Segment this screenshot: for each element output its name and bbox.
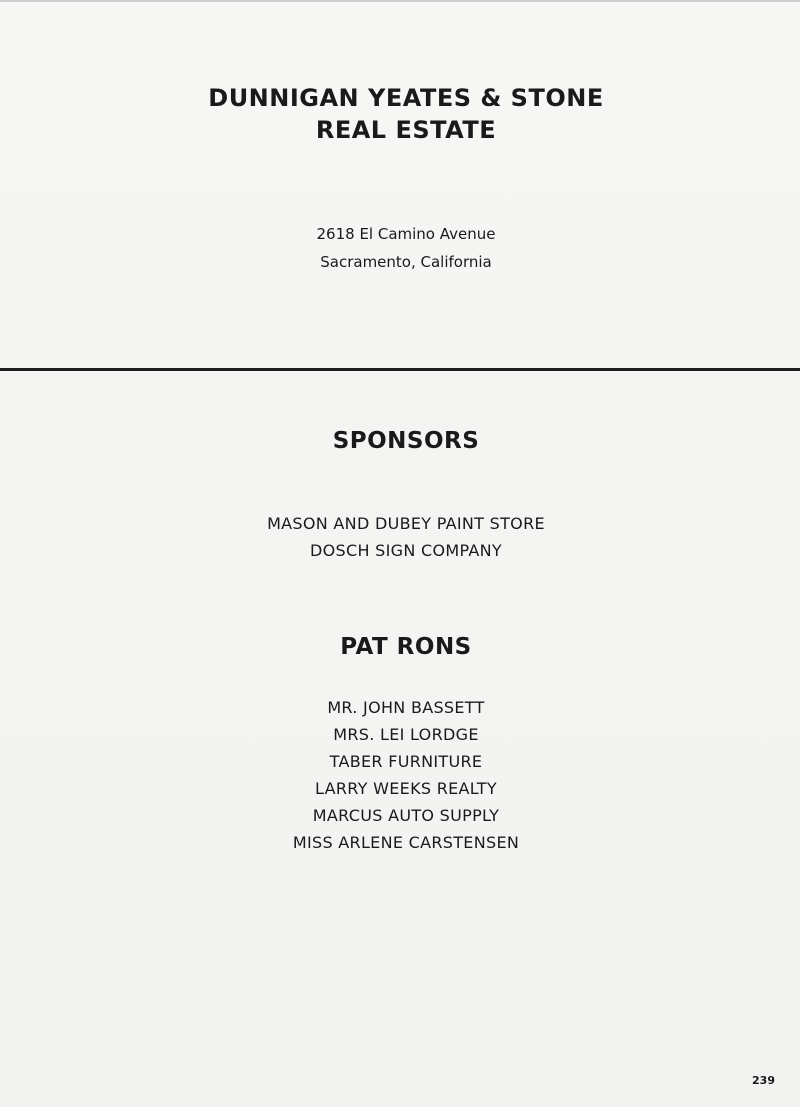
- sponsors-list: [0, 510, 800, 564]
- company-address: [0, 220, 800, 276]
- patron-item: LARRY WEEKS REALTY: [315, 779, 497, 798]
- patrons-heading: PAT RONS: [340, 634, 472, 660]
- section-divider: [0, 368, 800, 371]
- patron-item: MARCUS AUTO SUPPLY: [312, 806, 500, 825]
- sponsors-heading: SPONSORS: [332, 428, 480, 454]
- address-street: 2618 El Camino Avenue: [316, 225, 496, 243]
- address-city: Sacramento, California: [320, 253, 492, 271]
- company-name-line-1: DUNNIGAN YEATES & STONE: [208, 84, 604, 112]
- page-number: 239: [752, 1074, 775, 1087]
- patrons-list: [0, 694, 800, 856]
- sponsor-item: DOSCH SIGN COMPANY: [310, 541, 502, 560]
- patron-item: MR. JOHN BASSETT: [327, 698, 485, 717]
- advertisement-block: [0, 0, 800, 370]
- company-name: [0, 82, 800, 146]
- patron-item: MRS. LEI LORDGE: [333, 725, 479, 744]
- patron-item: MISS ARLENE CARSTENSEN: [292, 833, 520, 852]
- patron-item: TABER FURNITURE: [329, 752, 483, 771]
- company-name-line-2: REAL ESTATE: [315, 116, 497, 144]
- sponsor-item: MASON AND DUBEY PAINT STORE: [267, 514, 545, 533]
